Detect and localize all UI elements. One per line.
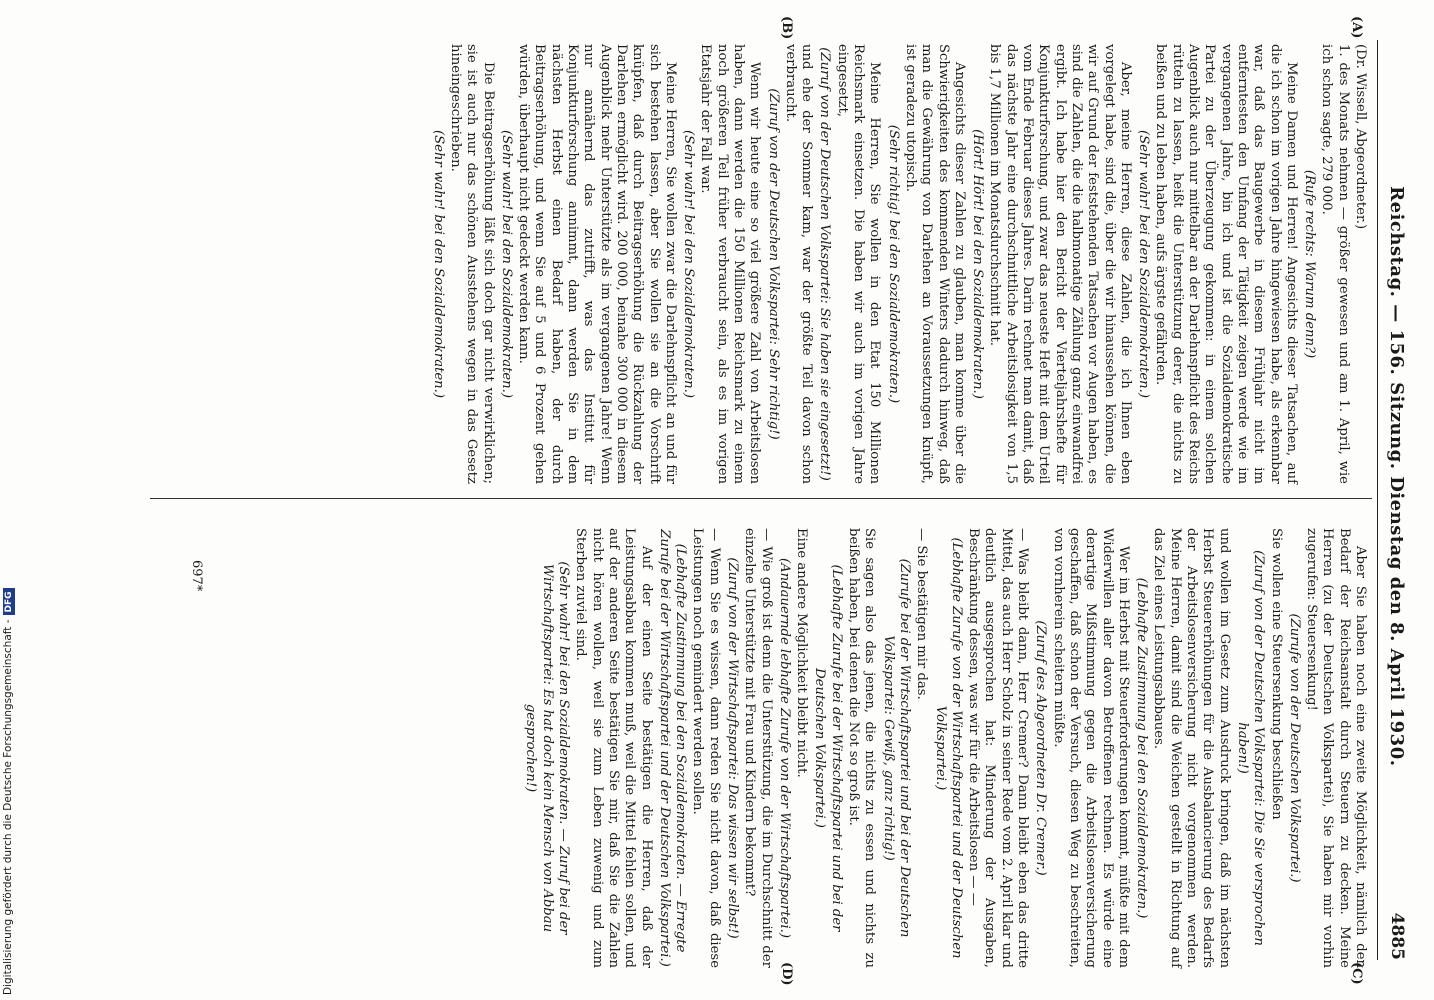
- page-header: [1380, 40, 1414, 960]
- header-title: Reichstag. — 156. Sitzung. Dienstag den 8. April 1930.: [1386, 186, 1408, 767]
- interjection: (Sehr wahr! bei den Sozialdemokraten.): [681, 130, 697, 398]
- paragraph: — Sie bestätigen mir das.: [914, 528, 930, 700]
- paragraph: und wollen im Gesetz zum Ausdruck bringen, daß im nächsten Herbst Steuererhöhungen für die Ausbalancierung des Bedarfs der Arbeitslosenversicherung nicht vorgenommen werden. Meine Herren, damit sind die Weichen gestellt in Richtung auf das Ziel eines Leistungsabbaues.: [1151, 528, 1232, 968]
- paragraph: Eine andere Möglichkeit bleibt nicht.: [794, 528, 810, 778]
- column-divider: [150, 498, 1372, 499]
- paragraph: Sie wollen eine Steuersenkung beschließen: [1268, 528, 1284, 820]
- paragraph: und ehe der Sommer kam, war der größte Teil davon schon verbraucht.: [782, 44, 815, 484]
- paragraph: Meine Herren, Sie wollen in den Etat 150 Millionen Reichsmark einsetzen. Die haben wir auch im vorigen Jahre eingesetzt,: [834, 44, 883, 484]
- paragraph: — Wenn Sie es wissen, dann reden Sie nicht davon, daß diese Leistungen noch gemindert werden sollen.: [690, 528, 722, 968]
- paragraph: Wer im Herbst mit Steuerforderungen kommt, müßte mit dem Widerwillen aller davon Betroffenen rechnen. Es würde eine derartige Mißstimmung gegen die Arbeitslosenversicherung geschaffen, daß schon der Versuch, diesen Weg zu beschreiten, von vornherein scheitern müßte.: [1050, 528, 1131, 968]
- paragraph: Meine Herren, Sie wollen zwar die Darlehnspflicht an und für sich bestehen lassen, aber Sie wollen sie an die Vorschrift knüpfen, daß durch Beitragserhöhung die Rückzahlung der Darlehen ermöglicht wird. 200 000, beinahe 300 000 in diesem Augenblick mehr Unterstützte als im vergangenen Jahre! Wenn nur annähernd das zutrifft, was das Institut für Konjunkturforschung annimmt, dann werden Sie in dem nächsten Herbst einen Bedarf haben, der durch Beitragserhöhung, und wenn Sie auf 5 und 6 Prozent gehen würden, überhaupt nicht gedeckt werden kann.: [516, 44, 678, 484]
- paragraph: (Dr. Wissell, Abgeordneter.): [1353, 44, 1368, 230]
- page-footnote-number: 697*: [189, 560, 204, 592]
- interjection: (Zuruf von der Deutschen Volkspartei: Sehr richtig!): [765, 88, 781, 440]
- dfg-logo: DFG: [3, 588, 15, 615]
- paragraph: Sie sagen also das jenen, die nichts zu essen und nichts zu beißen haben, bei denen die Not so groß ist.: [846, 528, 878, 968]
- interjection: (Sehr wahr! bei den Sozialdemokraten. — Zuruf bei der Wirtschaftspartei: Es hat doch kein Mensch von Abbau gesprochen!): [523, 561, 572, 935]
- paragraph: Aber, meine Herren, diese Zahlen, die ich Ihnen eben vorgelegt habe, sind die, über die wir hinaussehen können, die wir auf Grund der feststehenden Tatsachen vor Augen haben, es sind die Zahlen, die die halbmonatige Zählung ganz einwandfrei ergibt. Ich habe hier den Bericht der Vierteljahrshefte für Konjunkturforschung, und zwar das neueste Heft mit dem Urteil vom Ende Februar dieses Jahres. Darin rechnet man damit, daß das nächste Jahr eine durchschnittliche Arbeitslosigkeit von 1,5 bis 1,7 Millionen im Monatsdurchschnitt hat.: [987, 44, 1133, 484]
- interjection: (Zuruf des Abgeordneten Dr. Cremer.): [1033, 620, 1049, 876]
- header-rule: [1377, 40, 1378, 960]
- interjection: (Zurufe von der Deutschen Volkspartei.): [1286, 613, 1302, 883]
- interjection: (Lebhafte Zustimmung bei den Sozialdemokraten. — Erregte Zurufe bei der Wirtschaftspartei und der Deutschen Volkspartei.): [656, 529, 689, 967]
- margin-marker-c: (C): [1349, 962, 1364, 985]
- paragraph: Meine Damen und Herren! Angesichts dieser Tatsachen, auf die ich schon im vorigen Jahre hingewiesen habe, als erkennbar war, daß das Baugewerbe in diesem Frühjahr nicht im entferntesten den Umfang der Tätigkeit zeigen werde wie im vergangenen Jahre, bin ich und ist die Sozialdemokratische Partei zu der Überzeugung gekommen: in einem solchen Augenblick auch nur mittelbar an der Darlehnspflicht des Reichs rütteln zu lassen, heißt die Unterstützung derer, die nichts zu beißen und zu leben haben, aufs ärgste gefährden.: [1153, 44, 1299, 484]
- paragraph: Auf der einen Seite bestätigen die Herren, daß der Leistungsabbau kommen muß, weil die Mittel fehlen sollen, und auf der anderen Seite bestätigen Sie mir, daß Sie die Zahlen nicht hören wollen, weil sie zum Leben zuwenig und zum Sterben zuviel sind.: [573, 528, 654, 968]
- paragraph: Angesichts dieser Zahlen zu glauben, man komme über die Schwierigkeiten des kommenden Winters dadurch hinweg, daß man die Gewährung von Darlehen an Voraussetzungen knüpft, ist geradezu utopisch.: [902, 44, 967, 484]
- interjection: (Sehr richtig! bei den Sozialdemokraten.): [885, 124, 901, 404]
- interjection: (Rufe rechts: Warum denn?): [1302, 169, 1318, 359]
- page-number: 4885: [1387, 912, 1407, 960]
- right-text-column: [520, 528, 1368, 968]
- interjection: (Lebhafte Zustimmung bei den Sozialdemokraten.): [1134, 577, 1150, 919]
- interjection: (Andauernde lebhafte Zurufe von der Wirtschaftspartei.): [776, 557, 792, 938]
- interjection: (Sehr wahr! bei den Sozialdemokraten.): [430, 130, 446, 398]
- interjection: (Zuruf von der Deutschen Volkspartei: Die Sie versprochen haben!): [1234, 550, 1267, 946]
- paragraph: 1. des Monats nehmen — größer gewesen und am 1. April, wie ich schon sagte, 279 000.: [1319, 44, 1351, 484]
- interjection: (Hört! Hört! bei den Sozialdemokraten.): [970, 129, 986, 399]
- interjection: (Sehr wahr! bei den Sozialdemokraten.): [498, 130, 514, 398]
- margin-marker-b: (B): [779, 16, 794, 40]
- left-text-column: [427, 44, 1368, 484]
- interjection: (Sehr wahr! bei den Sozialdemokraten.): [1136, 130, 1152, 398]
- interjection: (Lebhafte Zurufe bei der Wirtschaftspartei und bei der Deutschen Volkspartei.): [812, 564, 844, 932]
- paragraph: — Was bleibt dann, Herr Cremer? Dann bleibt eben das dritte Mittel, das auch Herr Scholz in seiner Rede vom 2. April klar und deutlich ausgesprochen hat: Minderung der Ausgaben, Beschränkung dessen, was wir für die Arbeitslosen — —: [966, 528, 1031, 968]
- footer-credit: Digitalisierung gefördert durch die Deutsche Forschungsgemeinschaft -: [2, 619, 14, 995]
- paragraph: Die Beitragserhöhung läßt sich doch gar nicht verwirklichen; sie ist auch nur das schönen Ausstehens wegen in das Gesetz hineingeschrieben.: [447, 44, 496, 484]
- paragraph: — Wie groß ist denn die Unterstützung, die im Durchschnitt der einzelne Unterstützte mit Frau und Kindern bekommt?: [742, 528, 774, 968]
- margin-marker-d: (D): [779, 962, 794, 986]
- interjection: (Zuruf von der Deutschen Volkspartei: Sie haben sie eingesetzt!): [817, 47, 833, 481]
- interjection: (Zuruf von der Wirtschaftspartei: Das wissen wir selbst!): [725, 557, 741, 939]
- paragraph: Wenn wir heute eine so viel größere Zahl von Arbeitslosen haben, dann werden die 150 Millionen Reichsmark zu einem noch größeren Teil früher verbraucht sein, als es im vorigen Etatsjahr der Fall war.: [698, 44, 763, 484]
- paragraph: Aber Sie haben noch eine zweite Möglichkeit, nämlich den Bedarf der Reichsanstalt durch Steuern zu decken. Meine Herren (zu der Deutschen Volkspartei), Sie haben mir vorhin zugerufen: Steuersenkung!: [1304, 528, 1368, 968]
- footer-strip: [0, 0, 18, 1000]
- interjection: (Lebhafte Zurufe von der Wirtschaftspartei und der Deutschen Volkspartei.): [932, 537, 964, 959]
- margin-marker-a: (A): [1349, 16, 1364, 39]
- interjection: (Zurufe bei der Wirtschaftspartei und bei der Deutschen Volkspartei: Gewiß, ganz richtig!): [880, 558, 912, 938]
